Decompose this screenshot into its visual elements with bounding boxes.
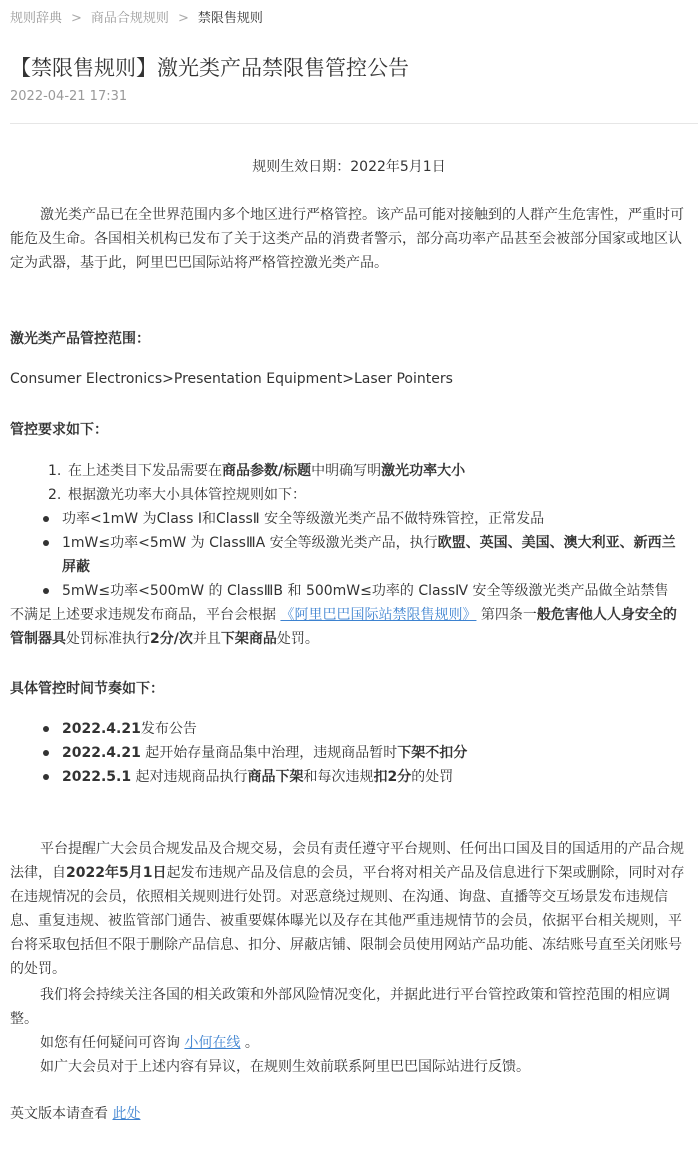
reminder-text-b: 起发布违规产品及信息的会员，平台将对相关产品及信息进行下架或删除，同时对存在违规情况的会员，依照相关规则进行处罚。对恶意绕过规则、在沟通、询盘、直播等交互场景发布违规信息、重复违规、被监管部门通告、被重要媒体曝光以及存在其他严重违规情节的会员，依据平台相关规则，平台将采取包括但不限于删除产品信息、扣分、屏蔽店铺、限制会员使用网站产品功能、冻结账号直至关闭账号的处罚。 — [10, 865, 685, 977]
breadcrumb-separator: > — [71, 11, 82, 26]
effective-date: 规则生效日期：2022年5月1日 — [252, 159, 446, 175]
bullet-dot — [43, 726, 49, 732]
power-rule-2 — [62, 531, 688, 579]
timeline-bold: 商品下架 — [247, 769, 304, 785]
requirement-item-2 — [48, 483, 698, 507]
power-rule-3-text: 5mW≤功率<500mW 的 ClassⅢB 和 500mW≤功率的 ClassⅣ 安全等级激光类产品做全站禁售 — [62, 583, 669, 599]
list-number: 1. — [48, 463, 62, 479]
online-support-link[interactable]: 小何在线 — [184, 1035, 241, 1051]
breadcrumb-current: 禁限售规则 — [197, 11, 263, 26]
timeline-date: 2022.5.1 — [62, 769, 132, 785]
timeline-item-2 — [62, 741, 688, 765]
requirement-1-bold-a: 商品参数/标题 — [222, 463, 312, 479]
requirements-heading: 管控要求如下： — [10, 422, 108, 438]
violation-text-a: 不满足上述要求违规发布商品，平台会根据 — [10, 607, 276, 623]
power-rule-1 — [62, 507, 688, 531]
requirement-item-1 — [48, 459, 698, 483]
feedback-paragraph: 如广大会员对于上述内容有异议，在规则生效前联系阿里巴巴国际站进行反馈。 — [40, 1059, 530, 1075]
violation-text-e: 并且 — [192, 631, 221, 647]
timeline-text: 发布公告 — [140, 721, 197, 737]
timeline-date: 2022.4.21 — [62, 745, 141, 761]
bullet-dot — [43, 750, 49, 756]
requirement-1-bold-b: 激光功率大小 — [381, 463, 466, 479]
bullet-dot — [43, 540, 49, 546]
timeline-bold-2: 扣2分 — [373, 769, 412, 785]
scope-category-path: Consumer Electronics>Presentation Equipment>Laser Pointers — [10, 371, 453, 387]
requirement-1-text-a: 在上述类目下发品需要在 — [68, 463, 222, 479]
timeline-heading: 具体管控时间节奏如下： — [10, 681, 164, 697]
timeline-date: 2022.4.21 — [62, 721, 141, 737]
violation-bold-b: 2分/次 — [150, 631, 193, 647]
power-rule-1-text: 功率<1mW 为Class Ⅰ和ClassⅡ 安全等级激光类产品不做特殊管控，正常发品 — [62, 511, 545, 527]
intro-paragraph: 激光类产品已在全世界范围内多个地区进行严格管控。该产品可能对接触到的人群产生危害性，严重时可能危及生命。各国相关机构已发布了关于这类产品的消费者警示，部分高功率产品甚至会被部分国家或地区认定为武器，基于此，阿里巴巴国际站将严格管控激光类产品。 — [10, 207, 684, 271]
power-rule-2-text: 1mW≤功率<5mW 为 ClassⅢA 安全等级激光类产品，执行 — [62, 535, 438, 551]
timeline-text: 起对违规商品执行 — [131, 769, 248, 785]
timeline-bold: 下架不扣分 — [397, 745, 468, 761]
page-title: 【禁限售规则】激光类产品禁限售管控公告 — [10, 56, 409, 80]
violation-text-c: 第四条一 — [480, 607, 537, 623]
compliance-reminder-paragraph — [10, 837, 688, 981]
violation-bold-c: 下架商品 — [220, 631, 277, 647]
power-rule-3 — [62, 579, 688, 603]
prohibited-rules-link[interactable]: 《阿里巴巴国际站禁限售规则》 — [280, 607, 477, 623]
requirement-2-text: 根据激光功率大小具体管控规则如下： — [68, 487, 306, 503]
contact-text: 如您有任何疑问可咨询 — [40, 1035, 180, 1051]
reminder-text-a: 平台提醒广大会员合规发品及合规交易，会员有责任遵守平台规则、任何出口国及目的国适用的产品合规法律，自 — [10, 841, 684, 881]
reminder-bold-date: 2022年5月1日 — [66, 865, 167, 881]
breadcrumb-rule-dictionary[interactable]: 规则辞典 — [10, 11, 63, 26]
violation-text-f: 处罚。 — [276, 631, 319, 647]
timeline-text-b: 和每次违规 — [303, 769, 374, 785]
violation-penalty-paragraph — [10, 603, 688, 651]
contact-paragraph — [10, 1031, 688, 1055]
english-version-line — [10, 1102, 688, 1126]
publish-date: 2022-04-21 17:31 — [10, 89, 128, 104]
breadcrumb-product-compliance[interactable]: 商品合规规则 — [90, 11, 169, 26]
bullet-dot — [43, 774, 49, 780]
list-number: 2. — [48, 487, 62, 503]
timeline-text-c: 的处罚 — [411, 769, 454, 785]
timeline-text: 起开始存量商品集中治理，违规商品暂时 — [140, 745, 398, 761]
bullet-dot — [43, 588, 49, 594]
bullet-dot — [43, 516, 49, 522]
policy-attention-paragraph: 我们将会持续关注各国的相关政策和外部风险情况变化，并据此进行平台管控政策和管控范围的相应调整。 — [10, 987, 670, 1027]
timeline-item-3 — [62, 765, 688, 789]
english-version-text: 英文版本请查看 — [10, 1106, 108, 1122]
scope-heading: 激光类产品管控范围： — [10, 331, 150, 347]
breadcrumb — [10, 7, 263, 26]
english-version-link[interactable]: 此处 — [112, 1106, 141, 1122]
violation-text-d: 处罚标准执行 — [66, 631, 150, 647]
timeline-item-1 — [62, 717, 688, 741]
contact-end: 。 — [244, 1035, 259, 1051]
title-divider — [10, 123, 698, 124]
breadcrumb-separator: > — [177, 11, 189, 26]
requirement-1-text-b: 中明确写明 — [311, 463, 382, 479]
power-rule-2-bold: 欧盟、英国、美国、澳大利亚、新西兰屏蔽 — [62, 535, 676, 575]
violation-bold-a: 般危害他人人身安全的管制器具 — [10, 607, 677, 647]
